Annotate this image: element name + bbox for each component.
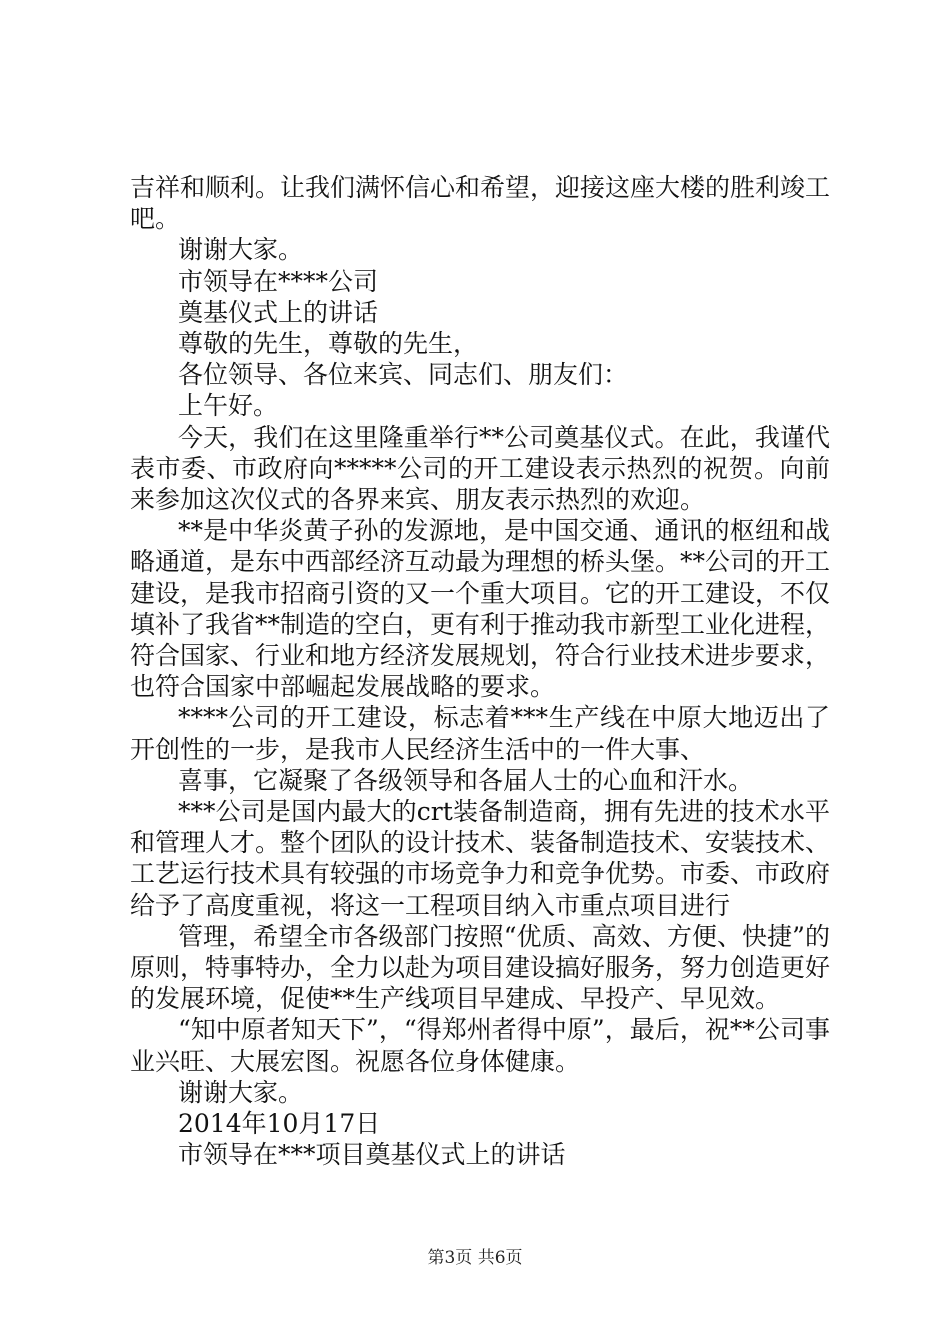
paragraph: **是中华炎黄子孙的发源地，是中国交通、通讯的枢纽和战略通道，是东中西部经济互动最为理想的桥头堡。**公司的开工建设，是我市招商引资的又一个重大项目。它的开工建设，不仅填补了我省**制造的空白，更有利于推动我市新型工业化进程，符合国家、行业和地方经济发展规划，符合行业技术进步要求，也符合国家中部崛起发展战略的要求。 <box>130 516 831 702</box>
paragraph: ***公司是国内最大的crt装备制造商，拥有先进的技术水平和管理人才。整个团队的设计技术、装备制造技术、安装技术、工艺运行技术具有较强的市场竞争力和竞争优势。市委、市政府给予了高度重视，将这一工程项目纳入市重点项目进行 <box>130 797 831 920</box>
paragraph: 上午好。 <box>178 391 279 421</box>
document-body <box>130 172 830 1171</box>
paragraph: 2014年10月17日 <box>178 1109 381 1139</box>
paragraph: 市领导在***项目奠基仪式上的讲话 <box>178 1140 566 1170</box>
paragraph: 尊敬的先生，尊敬的先生， <box>178 329 479 359</box>
paragraph: 奠基仪式上的讲话 <box>178 297 379 327</box>
paragraph: ****公司的开工建设，标志着***生产线在中原大地迈出了开创性的一步，是我市人民经济生活中的一件大事、 <box>130 703 830 764</box>
paragraph: 管理，希望全市各级部门按照“优质、高效、方便、快捷”的原则，特事特办，全力以赴为项目建设搞好服务，努力创造更好的发展环境，促使**生产线项目早建成、早投产、早见效。 <box>130 921 831 1014</box>
paragraph: 喜事，它凝聚了各级领导和各届人士的心血和汗水。 <box>178 765 754 795</box>
paragraph: 各位领导、各位来宾、同志们、朋友们： <box>178 360 629 390</box>
paragraph: 市领导在****公司 <box>178 266 379 296</box>
paragraph: 今天，我们在这里隆重举行**公司奠基仪式。在此，我谨代表市委、市政府向*****公司的开工建设表示热烈的祝贺。向前来参加这次仪式的各界来宾、朋友表示热烈的欢迎。 <box>130 422 830 515</box>
paragraph: 谢谢大家。 <box>178 235 304 265</box>
paragraph: 吉祥和顺利。让我们满怀信心和希望，迎接这座大楼的胜利竣工吧。 <box>130 173 831 234</box>
paragraph: “知中原者知天下”，“得郑州者得中原”，最后，祝**公司事业兴旺、大展宏图。祝愿各位身体健康。 <box>130 1015 830 1076</box>
page-number-footer: 第3页 共6页 <box>427 1248 523 1268</box>
paragraph: 谢谢大家。 <box>178 1077 304 1107</box>
